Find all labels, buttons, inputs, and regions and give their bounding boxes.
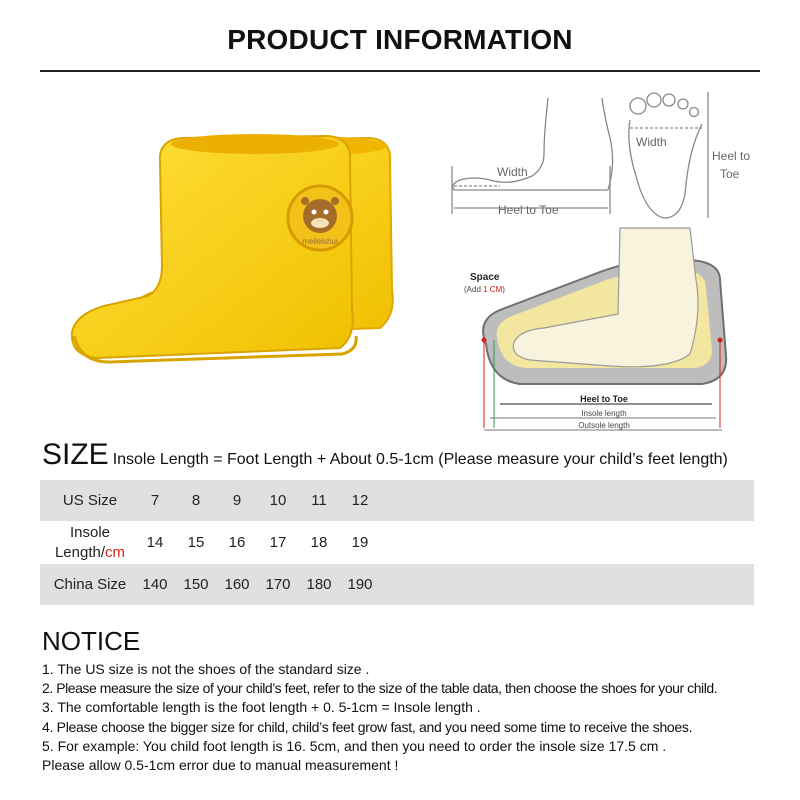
space-label: Space xyxy=(470,272,500,283)
rain-boots-image xyxy=(40,100,420,420)
china-size-cell: 150 xyxy=(183,576,209,593)
insole-cell: 14 xyxy=(146,534,164,551)
heel-to-toe-shoe-label: Heel to Toe xyxy=(580,394,628,404)
page-title: PRODUCT INFORMATION xyxy=(227,24,573,55)
us-size-cell: 12 xyxy=(351,492,369,509)
insole-length-label: Insole length xyxy=(581,409,627,418)
row-label-insole-length xyxy=(40,521,140,564)
unit-cm: cm xyxy=(105,543,126,561)
size-title: SIZE xyxy=(42,438,109,471)
china-size-cell: 140 xyxy=(142,576,168,593)
table-row-china-size xyxy=(40,564,754,605)
title-divider xyxy=(40,70,760,72)
notice-item: 5. For example: You child foot length is 16. 5cm, and then you need to order the insole size 17.5 cm . xyxy=(42,737,667,754)
notice-item: 3. The comfortable length is the foot length + 0. 5-1cm = Insole length . xyxy=(42,699,481,716)
space-sub-label: (Add 1 CM) xyxy=(464,285,505,294)
us-size-cell: 10 xyxy=(269,492,287,509)
size-heading xyxy=(42,438,782,472)
outsole-length-label: Outsole length xyxy=(578,421,630,430)
notice-item: 1. The US size is not the shoes of the standard size . xyxy=(42,661,370,677)
top-heel-label: Heel to xyxy=(712,149,751,163)
row-label-china-size: China Size xyxy=(53,575,127,593)
us-size-cell: 7 xyxy=(150,492,160,509)
notice-item: 2. Please measure the size of your child’s feet, refer to the size of the table data, then choose the shoes for your child. xyxy=(42,680,718,697)
china-size-cell: 180 xyxy=(306,576,332,593)
insole-cell: 15 xyxy=(187,534,205,551)
us-size-cell: 9 xyxy=(232,492,242,509)
china-size-cell: 160 xyxy=(224,576,250,593)
notice-heading: NOTICE xyxy=(42,626,141,656)
width-label: Width xyxy=(497,165,528,179)
insole-label-line2: Length/cm xyxy=(54,543,126,561)
size-table xyxy=(40,480,754,605)
insole-cell: 19 xyxy=(351,534,369,551)
us-size-cell: 8 xyxy=(191,492,201,509)
giraffe-badge-icon xyxy=(288,186,352,250)
badge-text: meilelshui xyxy=(302,237,338,246)
notice-item: Please allow 0.5-1cm error due to manual measurement ! xyxy=(42,757,399,774)
us-size-cell: 11 xyxy=(311,492,327,509)
china-size-cell: 170 xyxy=(265,576,291,593)
insole-cell: 17 xyxy=(269,534,287,551)
side-foot-illustration xyxy=(452,98,613,214)
row-label-us-size: US Size xyxy=(62,491,118,509)
top-foot-illustration xyxy=(629,92,708,218)
top-width-label: Width xyxy=(636,135,667,149)
heel-to-toe-label: Heel to Toe xyxy=(498,203,559,217)
notice-item: 4. Please choose the bigger size for child, child’s feet grow fast, and you need some time to receive the shoes. xyxy=(42,718,693,735)
china-size-cell: 190 xyxy=(347,576,373,593)
table-row-insole-length xyxy=(40,521,754,564)
insole-cell: 16 xyxy=(228,534,246,551)
top-toe-label: Toe xyxy=(720,167,740,181)
size-description: Insole Length = Foot Length + About 0.5-1cm (Please measure your child’s feet length) xyxy=(112,451,728,468)
foot-measure-diagram xyxy=(440,84,770,444)
table-row-us-size xyxy=(40,480,754,521)
notice-list xyxy=(42,660,782,775)
insole-label-line1: Insole xyxy=(69,523,111,541)
insole-cell: 18 xyxy=(310,534,328,551)
